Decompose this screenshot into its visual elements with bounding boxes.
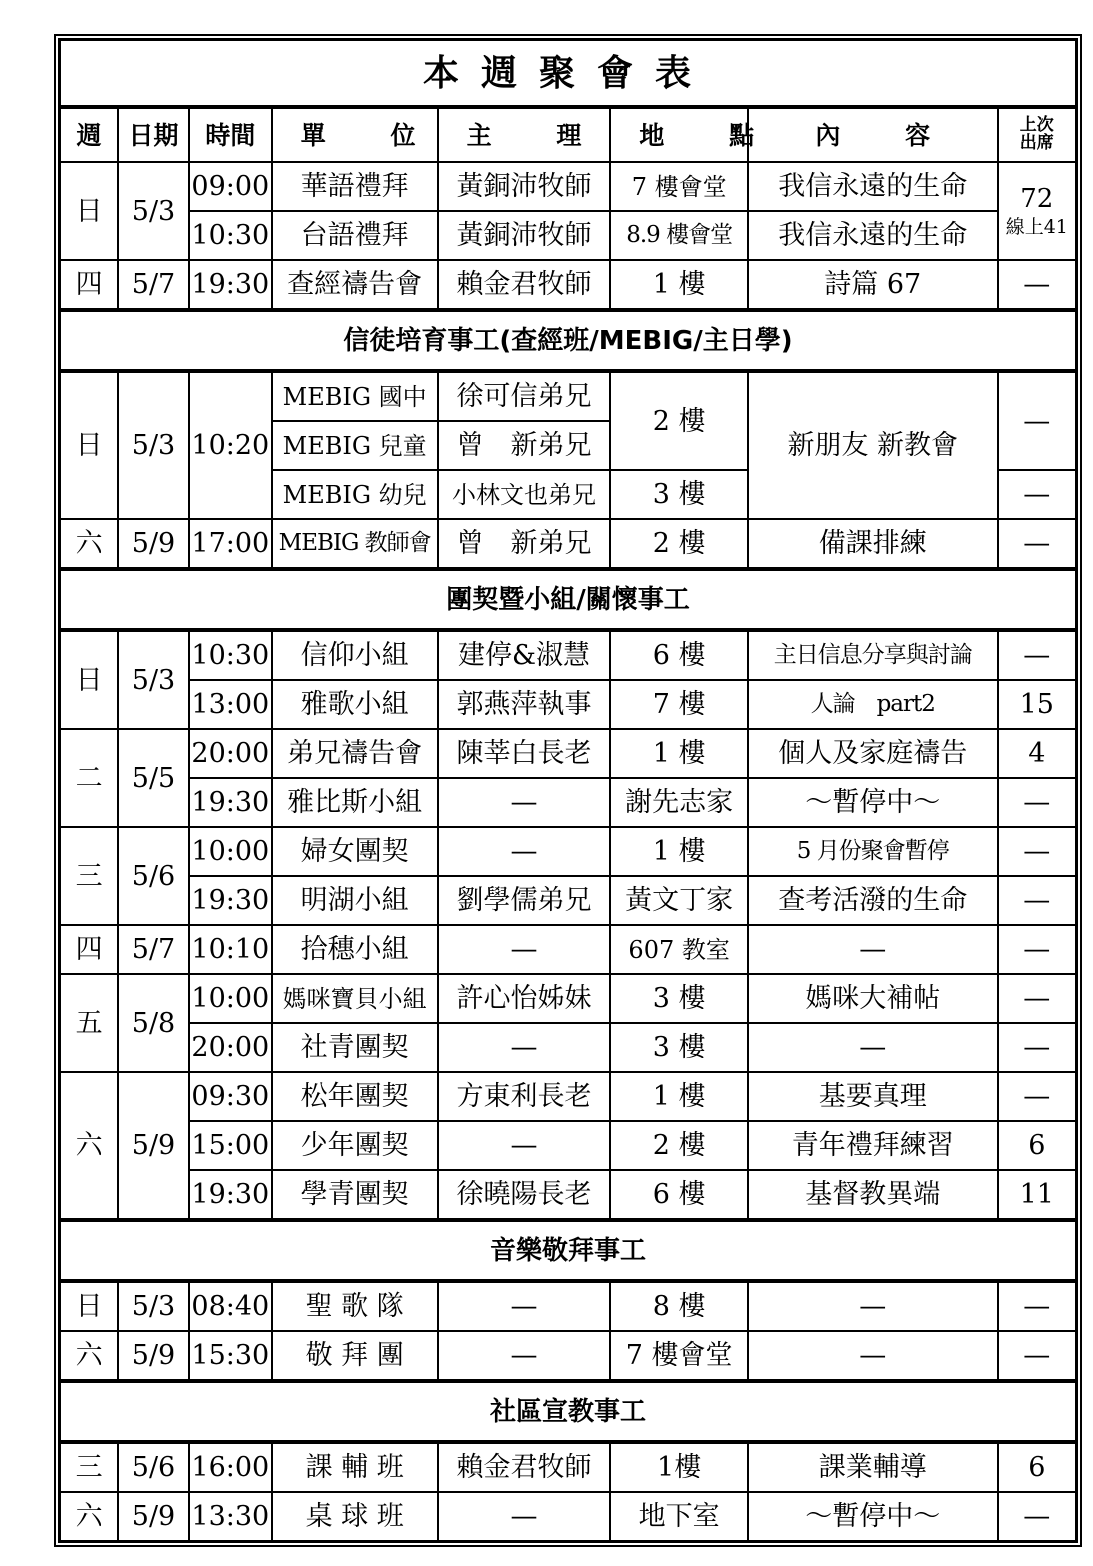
table-row bbox=[60, 827, 1077, 876]
place-cell: 1 樓 bbox=[610, 827, 747, 876]
content-cell: 5 月份聚會暫停 bbox=[748, 827, 998, 876]
header-place: 地 點 bbox=[610, 107, 747, 162]
unit-cell: 查經禱告會 bbox=[272, 260, 438, 310]
host-cell: — bbox=[438, 925, 611, 974]
time-cell: 16:00 bbox=[189, 1442, 272, 1492]
host-cell: — bbox=[438, 1281, 611, 1331]
table-row bbox=[60, 211, 1077, 260]
time-cell: 08:40 bbox=[189, 1281, 272, 1331]
place-cell: 6 樓 bbox=[610, 630, 747, 680]
date-cell: 5/9 bbox=[118, 1492, 189, 1542]
time-cell: 10:30 bbox=[189, 211, 272, 260]
attendance-cell: — bbox=[998, 1492, 1077, 1542]
week-cell: 日 bbox=[60, 371, 119, 519]
attendance-cell: — bbox=[998, 925, 1077, 974]
place-cell: 607 教室 bbox=[610, 925, 747, 974]
attendance-cell: 6 bbox=[998, 1442, 1077, 1492]
host-cell: 小林文也弟兄 bbox=[438, 470, 611, 519]
unit-cell: MEBIG 國中 bbox=[272, 371, 438, 421]
date-cell: 5/7 bbox=[118, 260, 189, 310]
week-cell: 二 bbox=[60, 729, 119, 827]
table-row bbox=[60, 371, 1077, 421]
place-cell: 3 樓 bbox=[610, 974, 747, 1023]
unit-cell: 桌 球 班 bbox=[272, 1492, 438, 1542]
section-title-music: 音樂敬拜事工 bbox=[60, 1220, 1077, 1281]
unit-cell: 華語禮拜 bbox=[272, 162, 438, 211]
header-host: 主 理 bbox=[438, 107, 611, 162]
unit-cell: 少年團契 bbox=[272, 1121, 438, 1170]
time-cell: 15:00 bbox=[189, 1121, 272, 1170]
week-cell: 四 bbox=[60, 260, 119, 310]
attendance-cell: — bbox=[998, 827, 1077, 876]
content-cell: 人論 part2 bbox=[748, 680, 998, 729]
table-row bbox=[60, 778, 1077, 827]
week-cell: 四 bbox=[60, 925, 119, 974]
place-cell: 黃文丁家 bbox=[610, 876, 747, 925]
content-cell: ～暫停中～ bbox=[748, 1492, 998, 1542]
time-cell: 19:30 bbox=[189, 1170, 272, 1220]
header-date: 日期 bbox=[118, 107, 189, 162]
host-cell: 建停&淑慧 bbox=[438, 630, 611, 680]
time-cell: 20:00 bbox=[189, 729, 272, 778]
section-title-education: 信徒培育事工(查經班/MEBIG/主日學) bbox=[60, 310, 1077, 371]
attendance-cell: — bbox=[998, 260, 1077, 310]
unit-cell: 松年團契 bbox=[272, 1072, 438, 1121]
time-cell: 10:10 bbox=[189, 925, 272, 974]
content-cell: 基督教異端 bbox=[748, 1170, 998, 1220]
content-cell: — bbox=[748, 925, 998, 974]
time-cell: 19:30 bbox=[189, 876, 272, 925]
unit-cell: MEBIG 兒童 bbox=[272, 421, 438, 470]
unit-cell: 課 輔 班 bbox=[272, 1442, 438, 1492]
host-cell: 徐曉陽長老 bbox=[438, 1170, 611, 1220]
content-cell: 基要真理 bbox=[748, 1072, 998, 1121]
attendance-cell: — bbox=[998, 1281, 1077, 1331]
table-row bbox=[60, 925, 1077, 974]
week-cell: 三 bbox=[60, 827, 119, 925]
header-attendance: 上次出席 bbox=[998, 107, 1077, 162]
content-cell: 主日信息分享與討論 bbox=[748, 630, 998, 680]
host-cell: 賴金君牧師 bbox=[438, 260, 611, 310]
host-cell: 劉學儒弟兄 bbox=[438, 876, 611, 925]
content-cell: — bbox=[748, 1281, 998, 1331]
attendance-cell: — bbox=[998, 876, 1077, 925]
time-cell: 19:30 bbox=[189, 260, 272, 310]
content-cell: — bbox=[748, 1023, 998, 1072]
attendance-cell: 4 bbox=[998, 729, 1077, 778]
unit-cell: 婦女團契 bbox=[272, 827, 438, 876]
host-cell: 黃銅沛牧師 bbox=[438, 162, 611, 211]
date-cell: 5/3 bbox=[118, 371, 189, 519]
attendance-cell: 11 bbox=[998, 1170, 1077, 1220]
attendance-cell: — bbox=[998, 1023, 1077, 1072]
place-cell: 7 樓會堂 bbox=[610, 1331, 747, 1381]
time-cell: 15:30 bbox=[189, 1331, 272, 1381]
host-cell: — bbox=[438, 827, 611, 876]
content-cell: 我信永遠的生命 bbox=[748, 211, 998, 260]
unit-cell: 雅比斯小組 bbox=[272, 778, 438, 827]
attendance-online: 線上41 bbox=[1005, 215, 1068, 238]
date-cell: 5/9 bbox=[118, 1331, 189, 1381]
table-row bbox=[60, 1170, 1077, 1220]
time-cell: 10:00 bbox=[189, 974, 272, 1023]
attendance-cell: — bbox=[998, 1331, 1077, 1381]
place-cell: 地下室 bbox=[610, 1492, 747, 1542]
table-row bbox=[60, 519, 1077, 569]
host-cell: — bbox=[438, 1492, 611, 1542]
page-title: 本週聚會表 bbox=[60, 40, 1077, 108]
host-cell: 陳莘白長老 bbox=[438, 729, 611, 778]
week-cell: 六 bbox=[60, 1492, 119, 1542]
attendance-cell: 6 bbox=[998, 1121, 1077, 1170]
unit-cell: 台語禮拜 bbox=[272, 211, 438, 260]
table-row bbox=[60, 876, 1077, 925]
place-cell: 1 樓 bbox=[610, 729, 747, 778]
attendance-cell: — bbox=[998, 371, 1077, 470]
attendance-main: 72 bbox=[1020, 183, 1054, 214]
time-cell: 09:30 bbox=[189, 1072, 272, 1121]
week-cell: 日 bbox=[60, 630, 119, 729]
unit-cell: 明湖小組 bbox=[272, 876, 438, 925]
attendance-cell: — bbox=[998, 630, 1077, 680]
date-cell: 5/3 bbox=[118, 162, 189, 260]
attendance-cell: — bbox=[998, 778, 1077, 827]
unit-cell: 媽咪寶貝小組 bbox=[272, 974, 438, 1023]
table-row bbox=[60, 729, 1077, 778]
content-cell: 我信永遠的生命 bbox=[748, 162, 998, 211]
host-cell: 賴金君牧師 bbox=[438, 1442, 611, 1492]
unit-cell: 雅歌小組 bbox=[272, 680, 438, 729]
place-cell: 2 樓 bbox=[610, 1121, 747, 1170]
week-cell: 六 bbox=[60, 1331, 119, 1381]
content-cell: — bbox=[748, 1331, 998, 1381]
host-cell: 曾 新弟兄 bbox=[438, 519, 611, 569]
unit-cell: 拾穗小組 bbox=[272, 925, 438, 974]
attendance-cell: — bbox=[998, 470, 1077, 519]
place-cell: 3 樓 bbox=[610, 470, 747, 519]
host-cell: 徐可信弟兄 bbox=[438, 371, 611, 421]
table-row bbox=[60, 1281, 1077, 1331]
unit-cell: 聖 歌 隊 bbox=[272, 1281, 438, 1331]
table-row bbox=[60, 1072, 1077, 1121]
time-cell: 20:00 bbox=[189, 1023, 272, 1072]
date-cell: 5/6 bbox=[118, 827, 189, 925]
table-row bbox=[60, 1442, 1077, 1492]
place-cell: 3 樓 bbox=[610, 1023, 747, 1072]
table-row bbox=[60, 630, 1077, 680]
place-cell: 1樓 bbox=[610, 1442, 747, 1492]
time-cell: 10:30 bbox=[189, 630, 272, 680]
place-cell: 2 樓 bbox=[610, 371, 747, 470]
place-cell: 6 樓 bbox=[610, 1170, 747, 1220]
time-cell: 19:30 bbox=[189, 778, 272, 827]
table-row bbox=[60, 1023, 1077, 1072]
header-content: 內 容 bbox=[748, 107, 998, 162]
place-cell: 7 樓 bbox=[610, 680, 747, 729]
header-unit: 單 位 bbox=[272, 107, 438, 162]
header-week: 週 bbox=[60, 107, 119, 162]
time-cell: 10:00 bbox=[189, 827, 272, 876]
host-cell: — bbox=[438, 1023, 611, 1072]
table-row bbox=[60, 680, 1077, 729]
place-cell: 謝先志家 bbox=[610, 778, 747, 827]
date-cell: 5/6 bbox=[118, 1442, 189, 1492]
place-cell: 8 樓 bbox=[610, 1281, 747, 1331]
date-cell: 5/9 bbox=[118, 1072, 189, 1220]
unit-cell: 弟兄禱告會 bbox=[272, 729, 438, 778]
host-cell: 曾 新弟兄 bbox=[438, 421, 611, 470]
week-cell: 三 bbox=[60, 1442, 119, 1492]
week-cell: 六 bbox=[60, 1072, 119, 1220]
date-cell: 5/5 bbox=[118, 729, 189, 827]
table-row bbox=[60, 162, 1077, 211]
unit-cell: 社青團契 bbox=[272, 1023, 438, 1072]
host-cell: 方東利長老 bbox=[438, 1072, 611, 1121]
table-row bbox=[60, 1121, 1077, 1170]
place-cell: 7 樓會堂 bbox=[610, 162, 747, 211]
host-cell: 郭燕萍執事 bbox=[438, 680, 611, 729]
unit-cell: 信仰小組 bbox=[272, 630, 438, 680]
section-title-fellowship: 團契暨小組/關懷事工 bbox=[60, 569, 1077, 630]
time-cell: 13:00 bbox=[189, 680, 272, 729]
content-cell: 青年禮拜練習 bbox=[748, 1121, 998, 1170]
content-cell: 課業輔導 bbox=[748, 1442, 998, 1492]
attendance-cell: — bbox=[998, 974, 1077, 1023]
content-cell: 備課排練 bbox=[748, 519, 998, 569]
attendance-cell: 15 bbox=[998, 680, 1077, 729]
host-cell: — bbox=[438, 1331, 611, 1381]
attendance-cell: — bbox=[998, 1072, 1077, 1121]
date-cell: 5/8 bbox=[118, 974, 189, 1072]
place-cell: 1 樓 bbox=[610, 1072, 747, 1121]
week-cell: 六 bbox=[60, 519, 119, 569]
date-cell: 5/9 bbox=[118, 519, 189, 569]
unit-cell: 學青團契 bbox=[272, 1170, 438, 1220]
content-cell: 詩篇 67 bbox=[748, 260, 998, 310]
content-cell: 查考活潑的生命 bbox=[748, 876, 998, 925]
unit-cell: MEBIG 教師會 bbox=[272, 519, 438, 569]
meeting-schedule-sheet bbox=[58, 38, 1078, 1543]
time-cell: 10:20 bbox=[189, 371, 272, 519]
date-cell: 5/3 bbox=[118, 1281, 189, 1331]
content-cell: 媽咪大補帖 bbox=[748, 974, 998, 1023]
content-cell: 個人及家庭禱告 bbox=[748, 729, 998, 778]
time-cell: 13:30 bbox=[189, 1492, 272, 1542]
content-cell: ～暫停中～ bbox=[748, 778, 998, 827]
meeting-schedule-table bbox=[58, 38, 1078, 1543]
table-row bbox=[60, 974, 1077, 1023]
date-cell: 5/3 bbox=[118, 630, 189, 729]
host-cell: 許心怡姊妹 bbox=[438, 974, 611, 1023]
unit-cell: 敬 拜 團 bbox=[272, 1331, 438, 1381]
time-cell: 09:00 bbox=[189, 162, 272, 211]
table-row bbox=[60, 1492, 1077, 1542]
section-title-community: 社區宣教事工 bbox=[60, 1381, 1077, 1442]
host-cell: 黃銅沛牧師 bbox=[438, 211, 611, 260]
table-row bbox=[60, 260, 1077, 310]
host-cell: — bbox=[438, 1121, 611, 1170]
table-row bbox=[60, 1331, 1077, 1381]
header-time: 時間 bbox=[189, 107, 272, 162]
time-cell: 17:00 bbox=[189, 519, 272, 569]
date-cell: 5/7 bbox=[118, 925, 189, 974]
week-cell: 五 bbox=[60, 974, 119, 1072]
place-cell: 2 樓 bbox=[610, 519, 747, 569]
unit-cell: MEBIG 幼兒 bbox=[272, 470, 438, 519]
week-cell: 日 bbox=[60, 162, 119, 260]
attendance-cell: — bbox=[998, 519, 1077, 569]
attendance-cell bbox=[998, 162, 1077, 260]
week-cell: 日 bbox=[60, 1281, 119, 1331]
host-cell: — bbox=[438, 778, 611, 827]
place-cell: 1 樓 bbox=[610, 260, 747, 310]
content-cell: 新朋友 新教會 bbox=[748, 371, 998, 519]
place-cell: 8.9 樓會堂 bbox=[610, 211, 747, 260]
